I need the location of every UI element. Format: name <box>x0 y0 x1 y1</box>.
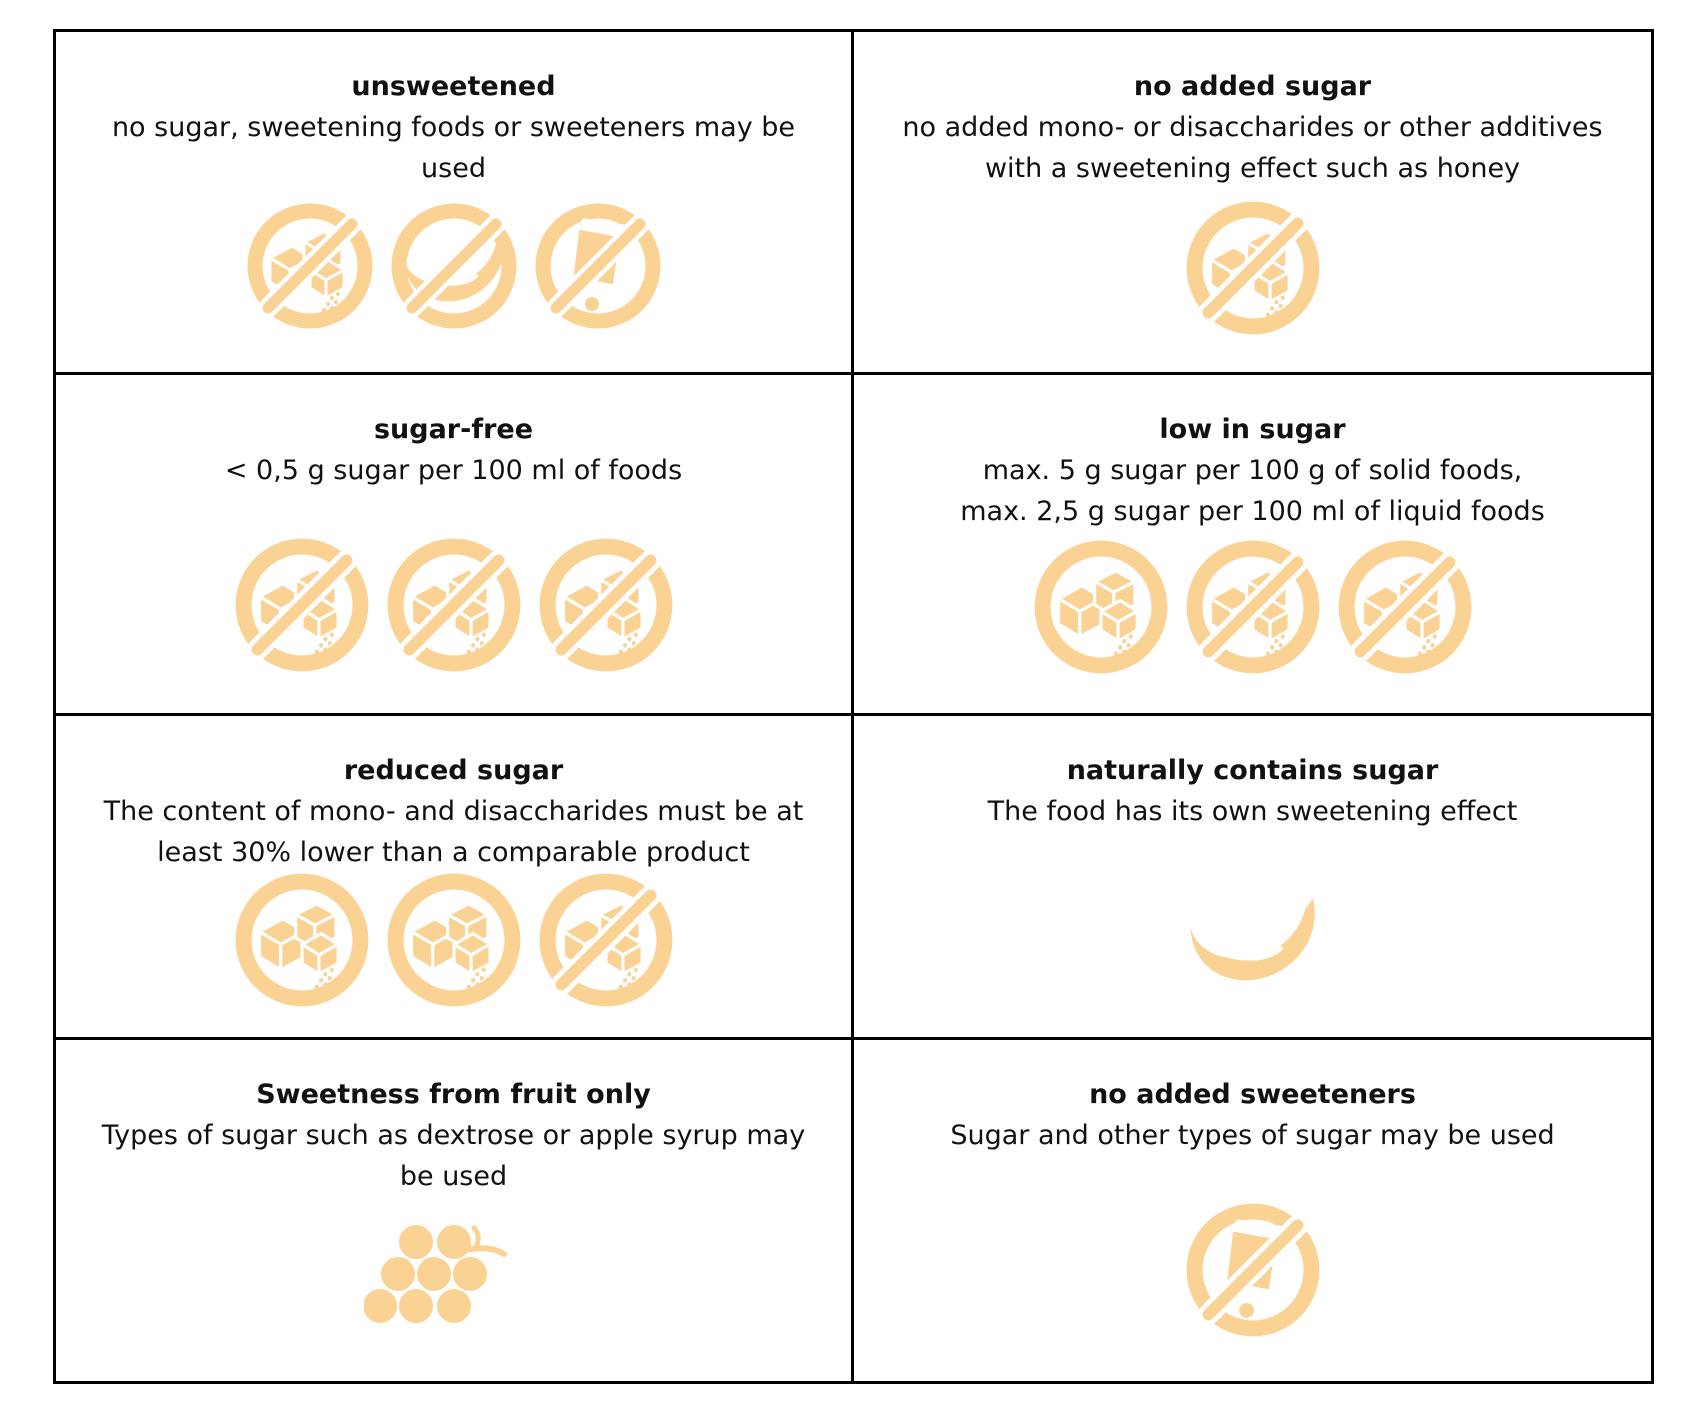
cell-no-added-sweeteners <box>854 1040 1651 1381</box>
cell-low-in-sugar <box>854 375 1651 716</box>
cell-title: no added sweeteners <box>1089 1079 1416 1110</box>
cell-title: unsweetened <box>351 71 556 102</box>
cell-title: Sweetness from fruit only <box>256 1079 651 1110</box>
no-sugar-cubes-icon <box>246 202 374 330</box>
sugar-claims-table <box>53 29 1654 1384</box>
no-sugar-cubes-icon <box>1185 539 1321 675</box>
cell-description: no sugar, sweetening foods or sweeteners may be used <box>111 112 796 184</box>
no-sugar-cubes-icon <box>538 872 674 1008</box>
cell-description: Types of sugar such as dextrose or apple syrup may be used <box>101 1120 806 1192</box>
cell-no-added-sugar <box>854 32 1651 375</box>
cell-description: no added mono- or disaccharides or other additives with a sweetening effect such as honey <box>902 112 1603 184</box>
icon-row <box>854 200 1651 336</box>
sugar-cubes-icon <box>234 872 370 1008</box>
cell-description: < 0,5 g sugar per 100 ml of foods <box>224 455 683 486</box>
icon-row <box>854 539 1651 675</box>
no-sugar-cubes-icon <box>234 537 370 673</box>
cell-unsweetened <box>56 32 854 375</box>
cell-description-line: max. 2,5 g sugar per 100 ml of liquid foods <box>960 496 1545 527</box>
cell-description: The content of mono- and disaccharides must be at least 30% lower than a comparable product <box>103 796 804 868</box>
no-sweetener-icon <box>534 202 662 330</box>
cell-title: reduced sugar <box>343 755 564 786</box>
no-sugar-cubes-icon <box>1185 200 1321 336</box>
sugar-cubes-icon <box>1033 539 1169 675</box>
cell-sweetness-from-fruit-only <box>56 1040 854 1381</box>
cell-reduced-sugar <box>56 716 854 1040</box>
no-sugar-cubes-icon <box>386 537 522 673</box>
no-banana-icon <box>390 202 518 330</box>
cell-title: low in sugar <box>1159 414 1346 445</box>
grapes-icon <box>364 1222 544 1332</box>
cell-description: The food has its own sweetening effect <box>987 796 1518 827</box>
no-sweetener-icon <box>1185 1202 1321 1338</box>
cell-title: sugar-free <box>373 414 534 445</box>
banana-icon <box>1178 876 1328 996</box>
cell-sugar-free <box>56 375 854 716</box>
icon-row <box>56 537 851 673</box>
no-sugar-cubes-icon <box>538 537 674 673</box>
icon-row <box>854 1202 1651 1338</box>
cell-title: no added sugar <box>1133 71 1372 102</box>
icon-row <box>56 872 851 1008</box>
cell-naturally-contains-sugar <box>854 716 1651 1040</box>
icon-row <box>56 1222 851 1332</box>
sugar-cubes-icon <box>386 872 522 1008</box>
cell-description-line: max. 5 g sugar per 100 g of solid foods, <box>982 455 1523 486</box>
icon-row <box>854 876 1651 996</box>
icon-row <box>56 202 851 330</box>
cell-title: naturally contains sugar <box>1066 755 1439 786</box>
cell-description: Sugar and other types of sugar may be used <box>950 1120 1555 1151</box>
no-sugar-cubes-icon <box>1337 539 1473 675</box>
